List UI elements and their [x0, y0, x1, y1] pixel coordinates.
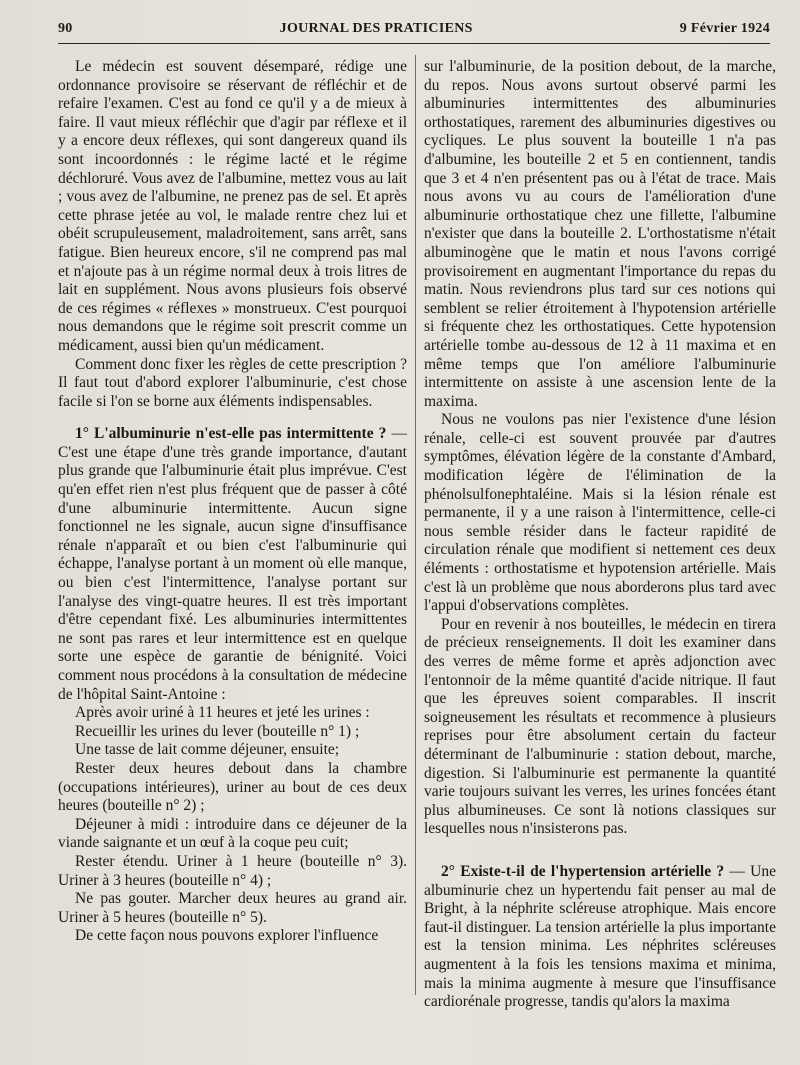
page-number: 90 — [58, 21, 73, 36]
right-column — [424, 58, 776, 1012]
paragraph: Nous ne voulons pas nier l'existence d'une lésion rénale, celle-ci est souvent prouvée par d'autres symptômes, élévation légère de la constante d'Ambard, modification légère de l'élimination de la phénolsulfonephtaléine. Mais si la lésion rénale est permanente, il y a une raison à l'intermittence, celle-ci nous semble résider dans le facteur rapidité de circulation rénale que modifient si nettement ces deux éléments : orthostatisme et hypotension artérielle. Mais c'est là un problème que nous aborderons plus tard avec l'appui d'observations complètes. — [424, 411, 776, 615]
running-head — [58, 21, 770, 43]
header-rule — [58, 43, 770, 44]
section-body: — Une albuminurie chez un hypertendu fait penser au mal de Bright, à la néphrite scléreuse atrophique. Mais encore faut-il distinguer. La tension artérielle la plus importante est la tension minima. Les néphrites scléreuses augmentent à la fois les tensions maxima et minima, mais la minima augmente à mesure que l'insuffisance cardiorénale progresse, tandis qu'alors la maxima — [424, 862, 777, 1011]
section-heading: 1° L'albuminurie n'est-elle pas intermittente ? — [75, 425, 387, 443]
paragraph: sur l'albuminurie, de la position debout, de la marche, du repos. Nous avons surtout observé parmi les albuminuries intermittentes des albuminuries orthostatiques, rarement des albuminuries digestives ou cycliques. Le plus souvent la bouteille 1 n'a pas d'albumine, les bouteille 2 et 5 en contiennent, tandis que 3 et 4 n'en présentent pas ou à l'état de trace. Mais nous avons vu au cours de l'amélioration d'une albuminurie orthostatique chez une fillette, l'albumine n'exister que dans la bouteille 2. L'orthostatisme n'était albuminogène que le matin et nous l'avons corrigé provisoirement en augmentant l'importance du repas du matin. Nous reviendrons plus tard sur ces notions qui semblent se relier étroitement à l'hypotension artérielle si fréquente chez les orthostatiques. Cette hypotension artérielle tombe au-dessous de 12 à 11 maxima et en même temps que l'on améliore l'albuminurie intermittente on assiste à une ascension lente de la maxima. — [424, 58, 776, 410]
paragraph: Le médecin est souvent désemparé, rédige une ordonnance provisoire se réservant de réfléchir et de refaire l'examen. C'est au fond ce qu'il y a de mieux à faire. Il vaut mieux réfléchir que d'agir par réflexe et il y a encore deux réflexes, qui sont dangereux quand ils sont incoordonnés : le régime lacté et le régime déchloruré. Vous avez de l'albumine, mettez vous au lait ; vous avez de l'albumine, ne prenez pas de sel. Et après cette phrase jetée au vol, le malade rentre chez lui et obéit scrupuleusement, maladroitement, sans arrêt, sans fatigue. Bien heureux encore, s'il ne comprend pas mal et n'ajoute pas à un régime normal deux à trois litres de lait en supplément. Nous avons plusieurs fois observé de ces régimes « réflexes » monstrueux. C'est pourquoi nous demandons que le régime soit prescrit comme un médicament, aussi bien qu'un médicament. — [58, 58, 407, 354]
paragraph: Comment donc fixer les règles de cette prescription ? Il faut tout d'abord explorer l'albuminurie, c'est chose facile si l'on se borne aux éléments indispensables. — [58, 355, 407, 410]
protocol-step: Rester deux heures debout dans la chambre (occupations intérieures), uriner au bout de ces deux heures (bouteille n° 2) ; — [58, 759, 407, 815]
section-heading: 2° Existe-t-il de l'hypertension artérielle ? — [441, 862, 725, 880]
protocol-step: Ne pas gouter. Marcher deux heures au grand air. Uriner à 5 heures (bouteille n° 5). — [58, 890, 407, 926]
protocol-step: Recueillir les urines du lever (bouteille n° 1) ; — [75, 722, 360, 740]
protocol-step: Une tasse de lait comme déjeuner, ensuite; — [75, 741, 340, 759]
protocol-step: Rester étendu. Uriner à 1 heure (bouteille n° 3). Uriner à 3 heures (bouteille n° 4) ; — [58, 852, 407, 889]
issue-date: 9 Février 1924 — [679, 21, 770, 36]
paragraph: De cette façon nous pouvons explorer l'influence — [75, 927, 379, 945]
paragraph: Pour en revenir à nos bouteilles, le médecin en tirera de précieux renseignements. Il doit les examiner dans des verres de même forme et après adjonction avec l'entonnoir de la même quantité d'acide nitrique. Il faut que les épreuves soient comparables. Il inscrit soigneusement les résultats et recommence à plusieurs reprises pour être absolument certain du facteur déterminant de l'albuminurie : station debout, marche, digestion. Si l'albuminurie est permanente la quantité varie toujours suivant les verres, les urines foncées étant plus albumineuses. Ce sont là notions classiques sur lesquelles nous n'insisterons pas. — [424, 615, 776, 838]
left-column — [58, 58, 407, 946]
protocol-step: Après avoir uriné à 11 heures et jeté les urines : — [75, 704, 370, 722]
protocol-step: Déjeuner à midi : introduire dans ce déjeuner de la viande saignante et un œuf à la coque peu cuit; — [58, 815, 407, 852]
section-paragraph — [58, 425, 407, 704]
journal-title: JOURNAL DES PRATICIENS — [279, 21, 473, 36]
column-divider — [415, 55, 416, 995]
section-body: — C'est une étape d'une très grande importance, d'autant plus grande que l'albuminurie était plus imprévue. C'est qu'en effet rien n'est plus fréquent que de passer à côté d'une albuminurie intermittente. Aucun signe fonctionnel ne les signale, aucun signe d'insuffisance rénale n'apparaît et ou bien c'est l'albuminurie qui échappe, l'analyse portant à un moment où elle manque, ou bien c'est l'intermittence, l'analyse portant sur l'analyse des vingt-quatre heures. Il est très important d'être cependant fixé. Les albuminuries intermittentes ne sont pas rares et leur intermittence est en quelque sorte une espèce de garantie de bénignité. Voici comment nous procédons à la consultation de médecine de l'hôpital Saint-Antoine : — [58, 425, 407, 703]
section-paragraph — [424, 863, 776, 1012]
